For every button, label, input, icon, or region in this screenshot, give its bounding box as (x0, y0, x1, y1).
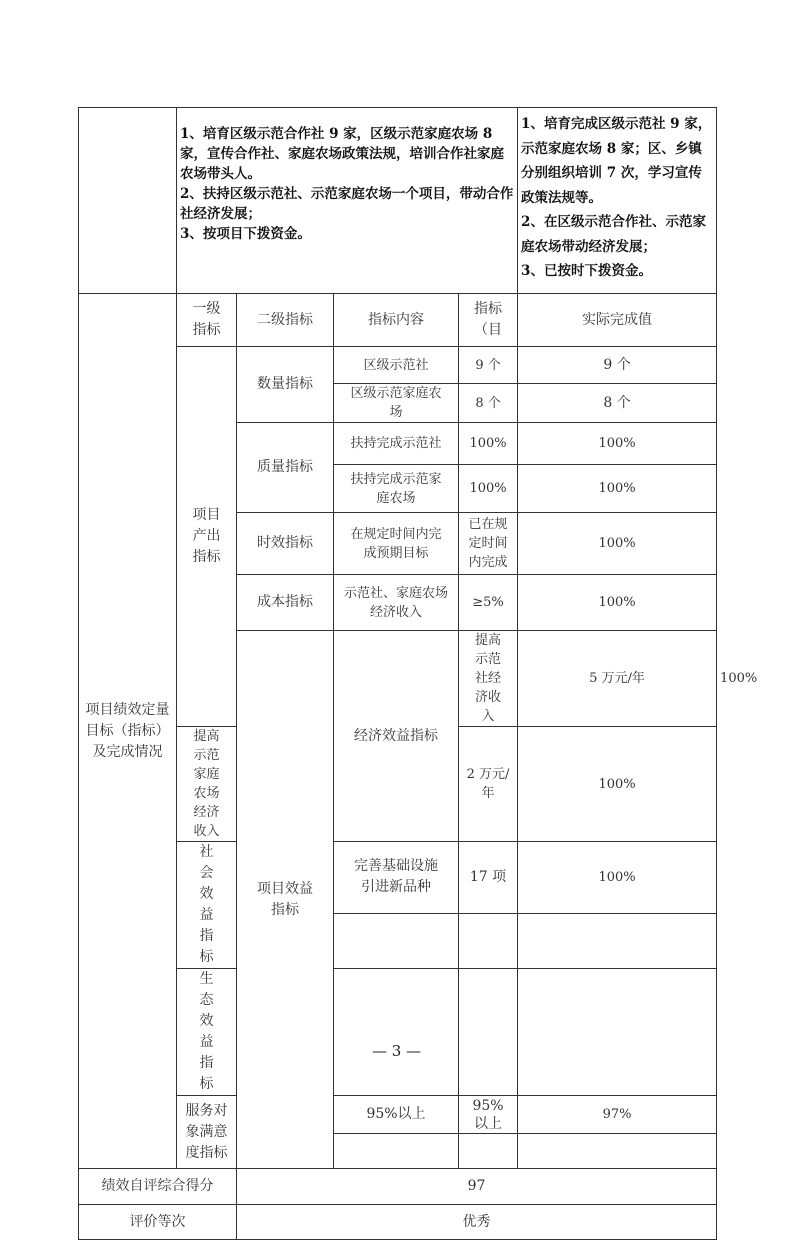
target-cell (518, 631, 717, 727)
target-text: ≥5% (472, 595, 504, 610)
quantity-label-cell (237, 347, 334, 423)
economic-label: 经济效益指标 (354, 727, 438, 744)
satisfaction-label: 服务对象满意度指标 (185, 1102, 228, 1161)
target-cell (459, 1096, 518, 1134)
target-cell (459, 513, 518, 575)
empty-cell (459, 913, 518, 968)
score-value: 97 (237, 1169, 717, 1205)
actual-text: 100% (598, 481, 636, 496)
social-label: 社会效益指标 (199, 844, 214, 965)
target-cell (459, 842, 518, 914)
satisfaction-label-cell (177, 1096, 237, 1169)
actual-text: 100% (598, 869, 636, 885)
target-cell (459, 347, 518, 384)
actual-text: 8 个 (603, 394, 631, 411)
content-cell (334, 347, 459, 384)
target-text: 2 万元/年 (466, 767, 510, 801)
section-label: 项目绩效定量目标（指标）及完成情况 (85, 701, 170, 760)
quantity-label: 数量指标 (257, 376, 313, 392)
target-text: 17 项 (469, 868, 507, 885)
actual-cell (518, 347, 717, 384)
content-cell (334, 1096, 459, 1134)
header-actual: 实际完成值 (518, 294, 717, 347)
quality-label-cell (237, 423, 334, 513)
content-cell (334, 575, 459, 631)
output-label: 项目产出指标 (192, 507, 221, 565)
timeliness-label: 时效指标 (257, 535, 313, 551)
score-row (79, 1169, 717, 1205)
content-text: 示范社、家庭农场经济收入 (343, 585, 448, 620)
header-level2: 二级指标 (237, 294, 334, 347)
content-cell (334, 465, 459, 513)
content-cell (334, 423, 459, 465)
content-text: 在规定时间内完成预期目标 (350, 526, 442, 561)
content-text: 提高示范社经济收入 (475, 633, 502, 724)
performance-table (78, 107, 758, 1240)
section-label-cell (79, 294, 177, 1169)
empty-cell (459, 1134, 518, 1169)
actual-text: 97% (602, 1107, 632, 1122)
actual-text: 1、培育完成区级示范社 9 家，示范家庭农场 8 家；区、乡镇分别组织培训 7 次，学习宣传政策法规等。 2、在区级示范合作社、示范家庭农场带动经济发展； 3、已按时下拨资金。 (518, 108, 717, 294)
content-text: 区级示范家庭农场 (350, 386, 442, 420)
target-text: 95%以上 (472, 1097, 504, 1132)
empty-cell (334, 913, 459, 968)
target-text: 5 万元/年 (589, 671, 645, 686)
target-text: 8 个 (475, 395, 501, 411)
header-content: 指标内容 (334, 294, 459, 347)
target-text: 100% (469, 481, 507, 496)
content-text: 提高示范家庭农场经济收入 (193, 729, 220, 839)
target-cell (459, 465, 518, 513)
actual-cell (518, 1096, 717, 1134)
score-label: 绩效自评综合得分 (79, 1169, 237, 1205)
economic-label-cell (334, 631, 459, 842)
target-cell (459, 423, 518, 465)
content-text: 扶持完成示范家庭农场 (350, 471, 442, 506)
actual-cell (518, 384, 717, 423)
content-cell (177, 727, 237, 842)
page-number: — 3 — (371, 1042, 422, 1060)
content-text: 区级示范社 (363, 357, 429, 373)
content-cell (334, 384, 459, 423)
ecological-label: 生态效益指标 (199, 971, 214, 1092)
actual-cell (518, 465, 717, 513)
target-cell (459, 727, 518, 842)
summary-row (79, 108, 717, 294)
content-text: 95%以上 (366, 1106, 426, 1122)
actual-cell (518, 575, 717, 631)
actual-text: 100% (598, 536, 636, 551)
grade-label: 评价等次 (79, 1205, 237, 1240)
content-cell (459, 631, 518, 727)
target-text: 100% (469, 436, 507, 451)
timeliness-label-cell (237, 513, 334, 575)
grade-value: 优秀 (237, 1205, 717, 1240)
content-cell (334, 842, 459, 914)
actual-text: 100% (598, 595, 636, 610)
cost-label-cell (237, 575, 334, 631)
quality-label: 质量指标 (257, 459, 313, 475)
empty-cell (518, 913, 717, 968)
output-label-cell (177, 347, 237, 727)
content-text: 扶持完成示范社 (350, 436, 442, 451)
actual-text: 100% (598, 436, 636, 451)
empty-cell (334, 969, 459, 1096)
social-label-cell (177, 842, 237, 969)
empty-cell (79, 108, 177, 294)
grade-row (79, 1205, 717, 1240)
actual-text: 9 个 (603, 356, 631, 373)
empty-cell (518, 1134, 717, 1169)
empty-cell (518, 969, 717, 1096)
actual-cell (518, 513, 717, 575)
header-target: 指标（目 (459, 294, 518, 347)
target-cell (459, 575, 518, 631)
target-text: 已在规定时间内完成 (468, 517, 508, 570)
empty-cell (334, 1134, 459, 1169)
cost-label: 成本指标 (257, 594, 313, 610)
actual-cell (518, 842, 717, 914)
header-level1: 一级指标 (177, 294, 237, 347)
ecological-label-cell (177, 969, 237, 1096)
benefit-label: 项目效益指标 (257, 880, 313, 918)
content-cell (334, 513, 459, 575)
benefit-label-cell (237, 631, 334, 1169)
plan-text: 1、培育区级示范合作社 9 家，区级示范家庭农场 8 家，宣传合作社、家庭农场政策法规，培训合作社家庭农场带头人。 2、扶持区级示范社、示范家庭农场一个项目，带动合作社经济发展； 3、按项目下拨资金。 (177, 108, 518, 294)
economic-actual-text: 100% (720, 671, 758, 686)
actual-text: 100% (598, 776, 636, 792)
header-row (79, 294, 717, 347)
actual-cell (518, 423, 717, 465)
target-text: 9 个 (475, 357, 501, 373)
actual-cell (518, 727, 717, 842)
empty-cell (459, 969, 518, 1096)
content-text: 完善基础设施引进新品种 (354, 858, 438, 896)
target-cell (459, 384, 518, 423)
